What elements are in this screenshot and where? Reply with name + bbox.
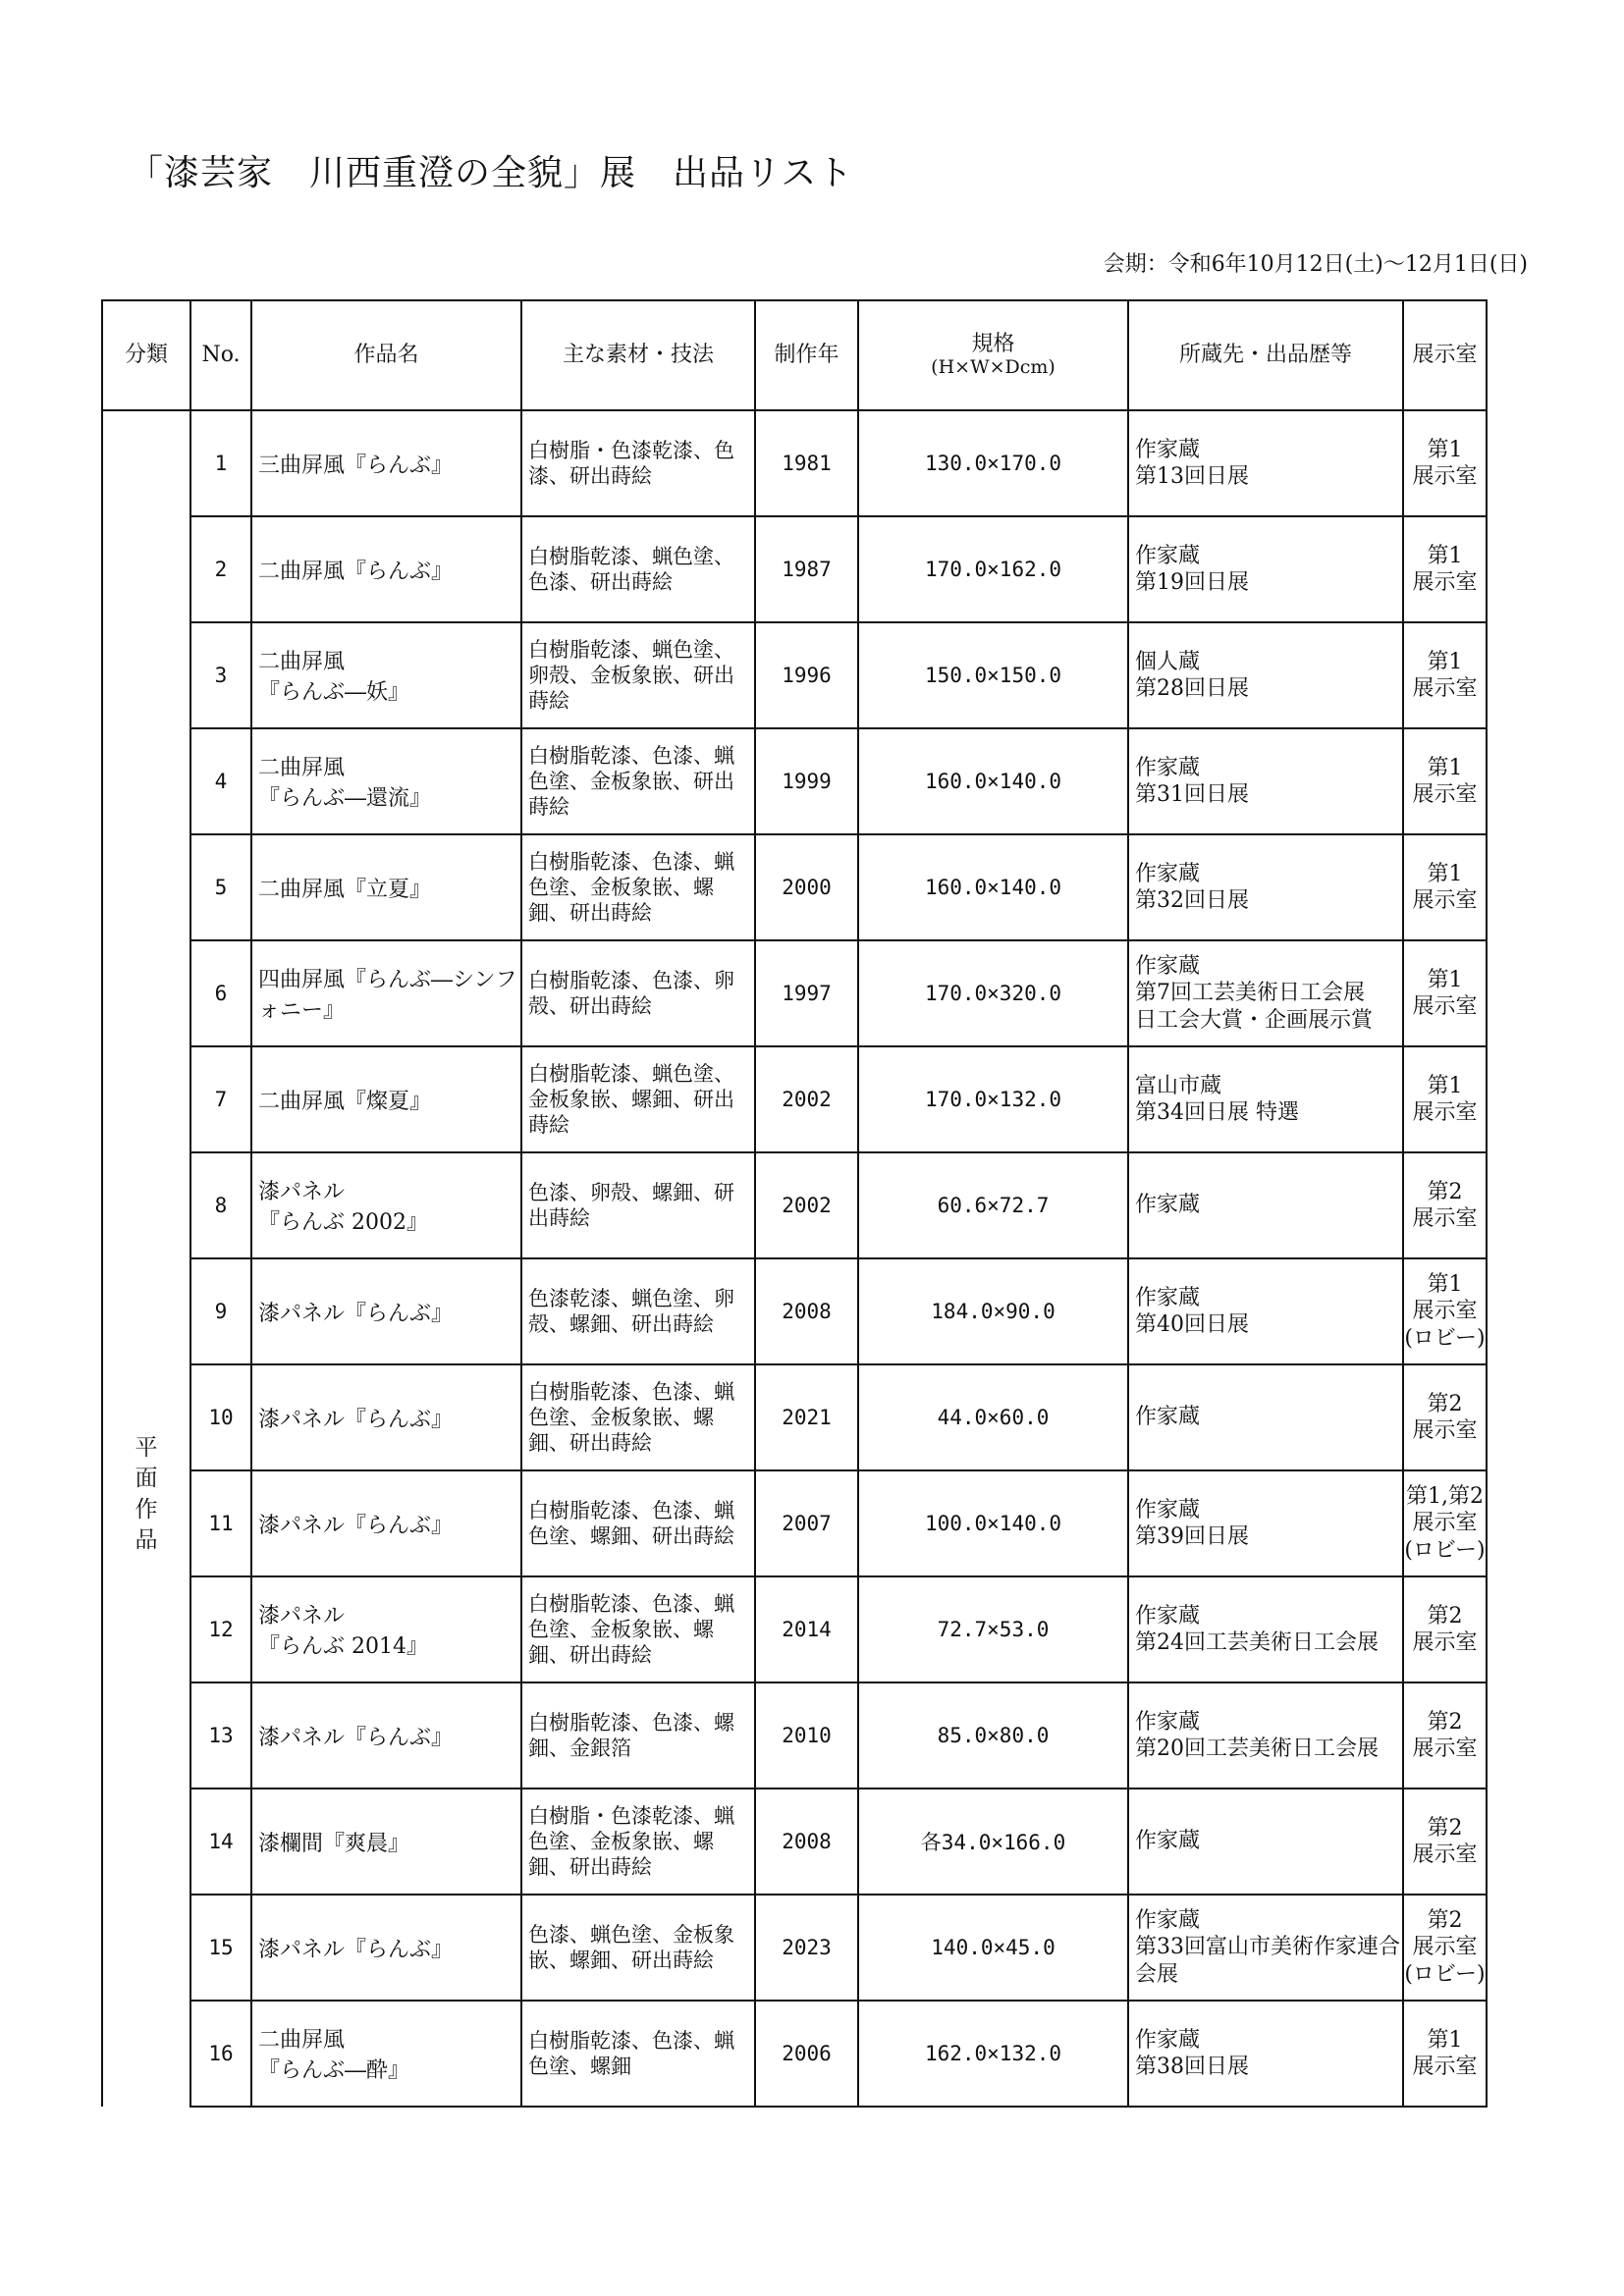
item-year: 2008 [755, 1258, 858, 1364]
table-row [102, 410, 1487, 516]
item-room: 第1 展示室 [1403, 1046, 1487, 1152]
header-category: 分類 [102, 300, 190, 410]
item-materials: 白樹脂・色漆乾漆、色漆、研出蒔絵 [521, 410, 755, 516]
table-row [102, 1470, 1487, 1576]
item-size: 100.0×140.0 [858, 1470, 1128, 1576]
table-body [102, 410, 1487, 2107]
item-owner: 作家蔵 第32回日展 [1128, 834, 1403, 940]
item-name: 漆パネル 『らんぶ 2002』 [251, 1152, 521, 1258]
item-number: 14 [190, 1789, 251, 1895]
item-name: 漆パネル『らんぶ』 [251, 1682, 521, 1789]
item-room: 第1 展示室 [1403, 2001, 1487, 2107]
item-materials: 白樹脂乾漆、色漆、卵殻、研出蒔絵 [521, 940, 755, 1046]
item-owner: 富山市蔵 第34回日展 特選 [1128, 1046, 1403, 1152]
item-year: 1987 [755, 516, 858, 622]
table-row [102, 728, 1487, 834]
item-size: 140.0×45.0 [858, 1895, 1128, 2001]
item-size: 170.0×132.0 [858, 1046, 1128, 1152]
item-number: 4 [190, 728, 251, 834]
item-name: 二曲屏風『らんぶ』 [251, 516, 521, 622]
item-room: 第1 展示室 [1403, 410, 1487, 516]
item-owner: 作家蔵 [1128, 1152, 1403, 1258]
item-name: 四曲屏風『らんぶ―シンフォニー』 [251, 940, 521, 1046]
item-size: 85.0×80.0 [858, 1682, 1128, 1789]
item-year: 1996 [755, 622, 858, 728]
item-size: 170.0×320.0 [858, 940, 1128, 1046]
item-year: 2002 [755, 1152, 858, 1258]
item-owner: 作家蔵 第7回工芸美術日工会展 日工会大賞・企画展示賞 [1128, 940, 1403, 1046]
item-room: 第2 展示室 [1403, 1364, 1487, 1470]
item-number: 1 [190, 410, 251, 516]
table-row [102, 940, 1487, 1046]
exhibition-period: 会期：令和6年10月12日(土)～12月1日(日) [1103, 252, 1528, 277]
item-materials: 色漆、卵殻、螺鈿、研出蒔絵 [521, 1152, 755, 1258]
item-owner: 作家蔵 第39回日展 [1128, 1470, 1403, 1576]
item-number: 8 [190, 1152, 251, 1258]
header-row [102, 300, 1487, 410]
item-number: 9 [190, 1258, 251, 1364]
item-owner: 作家蔵 第13回日展 [1128, 410, 1403, 516]
table-row [102, 1046, 1487, 1152]
header-size-line1: 規格 [971, 332, 1015, 357]
item-owner: 作家蔵 第19回日展 [1128, 516, 1403, 622]
item-owner: 作家蔵 [1128, 1364, 1403, 1470]
table-row [102, 1258, 1487, 1364]
item-materials: 色漆、蝋色塗、金板象嵌、螺鈿、研出蒔絵 [521, 1895, 755, 2001]
item-room: 第2 展示室 [1403, 1789, 1487, 1895]
category-cell [102, 410, 190, 2107]
item-owner: 作家蔵 第20回工芸美術日工会展 [1128, 1682, 1403, 1789]
item-room: 第1 展示室 [1403, 834, 1487, 940]
item-name: 二曲屏風 『らんぶ―妖』 [251, 622, 521, 728]
item-owner: 個人蔵 第28回日展 [1128, 622, 1403, 728]
item-materials: 白樹脂乾漆、蝋色塗、金板象嵌、螺鈿、研出蒔絵 [521, 1046, 755, 1152]
item-number: 10 [190, 1364, 251, 1470]
table-row [102, 516, 1487, 622]
item-room: 第2 展示室 [1403, 1682, 1487, 1789]
item-name: 二曲屏風 『らんぶ―還流』 [251, 728, 521, 834]
item-materials: 白樹脂乾漆、色漆、蝋色塗、螺鈿、研出蒔絵 [521, 1470, 755, 1576]
item-number: 11 [190, 1470, 251, 1576]
item-materials: 白樹脂乾漆、色漆、蝋色塗、螺鈿 [521, 2001, 755, 2107]
header-room: 展示室 [1403, 300, 1487, 410]
item-year: 2014 [755, 1576, 858, 1682]
item-name: 二曲屏風 『らんぶ―酔』 [251, 2001, 521, 2107]
item-room: 第1 展示室 (ロビー) [1403, 1258, 1487, 1364]
table-row [102, 1682, 1487, 1789]
item-year: 2021 [755, 1364, 858, 1470]
header-size-line2: (H×W×Dcm) [931, 355, 1056, 378]
table-row [102, 1895, 1487, 2001]
item-room: 第1,第2 展示室 (ロビー) [1403, 1470, 1487, 1576]
item-materials: 色漆乾漆、蝋色塗、卵殻、螺鈿、研出蒔絵 [521, 1258, 755, 1364]
item-year: 1999 [755, 728, 858, 834]
item-number: 2 [190, 516, 251, 622]
item-number: 15 [190, 1895, 251, 2001]
item-owner: 作家蔵 第31回日展 [1128, 728, 1403, 834]
item-size: 130.0×170.0 [858, 410, 1128, 516]
item-size: 162.0×132.0 [858, 2001, 1128, 2107]
item-room: 第1 展示室 [1403, 728, 1487, 834]
item-materials: 白樹脂乾漆、色漆、蝋色塗、金板象嵌、螺鈿、研出蒔絵 [521, 1364, 755, 1470]
item-size: 170.0×162.0 [858, 516, 1128, 622]
item-name: 漆欄間『爽晨』 [251, 1789, 521, 1895]
item-year: 2007 [755, 1470, 858, 1576]
exhibit-list-table [101, 299, 1488, 2108]
item-year: 2002 [755, 1046, 858, 1152]
item-number: 12 [190, 1576, 251, 1682]
table-row [102, 622, 1487, 728]
item-room: 第1 展示室 [1403, 622, 1487, 728]
item-room: 第1 展示室 [1403, 940, 1487, 1046]
item-size: 150.0×150.0 [858, 622, 1128, 728]
item-number: 7 [190, 1046, 251, 1152]
item-materials: 白樹脂乾漆、蝋色塗、卵殻、金板象嵌、研出蒔絵 [521, 622, 755, 728]
item-number: 5 [190, 834, 251, 940]
item-year: 1981 [755, 410, 858, 516]
item-room: 第2 展示室 (ロビー) [1403, 1895, 1487, 2001]
table-row [102, 1364, 1487, 1470]
item-owner: 作家蔵 第40回日展 [1128, 1258, 1403, 1364]
item-owner: 作家蔵 第38回日展 [1128, 2001, 1403, 2107]
header-materials: 主な素材・技法 [521, 300, 755, 410]
item-number: 6 [190, 940, 251, 1046]
item-year: 2000 [755, 834, 858, 940]
item-name: 三曲屏風『らんぶ』 [251, 410, 521, 516]
item-name: 漆パネル『らんぶ』 [251, 1364, 521, 1470]
item-size: 184.0×90.0 [858, 1258, 1128, 1364]
item-materials: 白樹脂乾漆、色漆、蝋色塗、金板象嵌、研出蒔絵 [521, 728, 755, 834]
header-size [858, 300, 1128, 410]
item-year: 2008 [755, 1789, 858, 1895]
item-materials: 白樹脂乾漆、色漆、蝋色塗、金板象嵌、螺鈿、研出蒔絵 [521, 1576, 755, 1682]
item-year: 2006 [755, 2001, 858, 2107]
header-no: No. [190, 300, 251, 410]
item-name: 二曲屏風『燦夏』 [251, 1046, 521, 1152]
item-number: 16 [190, 2001, 251, 2107]
item-room: 第2 展示室 [1403, 1152, 1487, 1258]
item-number: 3 [190, 622, 251, 728]
table-row [102, 1152, 1487, 1258]
item-name: 漆パネル『らんぶ』 [251, 1895, 521, 2001]
item-name: 漆パネル 『らんぶ 2014』 [251, 1576, 521, 1682]
item-materials: 白樹脂乾漆、色漆、蝋色塗、金板象嵌、螺鈿、研出蒔絵 [521, 834, 755, 940]
item-name: 漆パネル『らんぶ』 [251, 1470, 521, 1576]
table-row [102, 1576, 1487, 1682]
item-owner: 作家蔵 [1128, 1789, 1403, 1895]
item-materials: 白樹脂・色漆乾漆、蝋色塗、金板象嵌、螺鈿、研出蒔絵 [521, 1789, 755, 1895]
header-year: 制作年 [755, 300, 858, 410]
item-name: 漆パネル『らんぶ』 [251, 1258, 521, 1364]
item-size: 72.7×53.0 [858, 1576, 1128, 1682]
item-owner: 作家蔵 第33回富山市美術作家連合会展 [1128, 1895, 1403, 2001]
item-size: 各34.0×166.0 [858, 1789, 1128, 1895]
item-year: 2010 [755, 1682, 858, 1789]
item-room: 第1 展示室 [1403, 516, 1487, 622]
document-title: 「漆芸家 川西重澄の全貌」展 出品リスト [128, 153, 854, 193]
item-year: 2023 [755, 1895, 858, 2001]
item-room: 第2 展示室 [1403, 1576, 1487, 1682]
item-size: 160.0×140.0 [858, 834, 1128, 940]
table-row [102, 2001, 1487, 2107]
item-owner: 作家蔵 第24回工芸美術日工会展 [1128, 1576, 1403, 1682]
table-row [102, 834, 1487, 940]
header-name: 作品名 [251, 300, 521, 410]
item-year: 1997 [755, 940, 858, 1046]
header-owner: 所蔵先・出品歴等 [1128, 300, 1403, 410]
item-number: 13 [190, 1682, 251, 1789]
item-size: 160.0×140.0 [858, 728, 1128, 834]
item-materials: 白樹脂乾漆、蝋色塗、色漆、研出蒔絵 [521, 516, 755, 622]
category-label: 平面作品 [135, 1435, 158, 1553]
item-name: 二曲屏風『立夏』 [251, 834, 521, 940]
item-materials: 白樹脂乾漆、色漆、螺鈿、金銀箔 [521, 1682, 755, 1789]
item-size: 44.0×60.0 [858, 1364, 1128, 1470]
table-row [102, 1789, 1487, 1895]
item-size: 60.6×72.7 [858, 1152, 1128, 1258]
